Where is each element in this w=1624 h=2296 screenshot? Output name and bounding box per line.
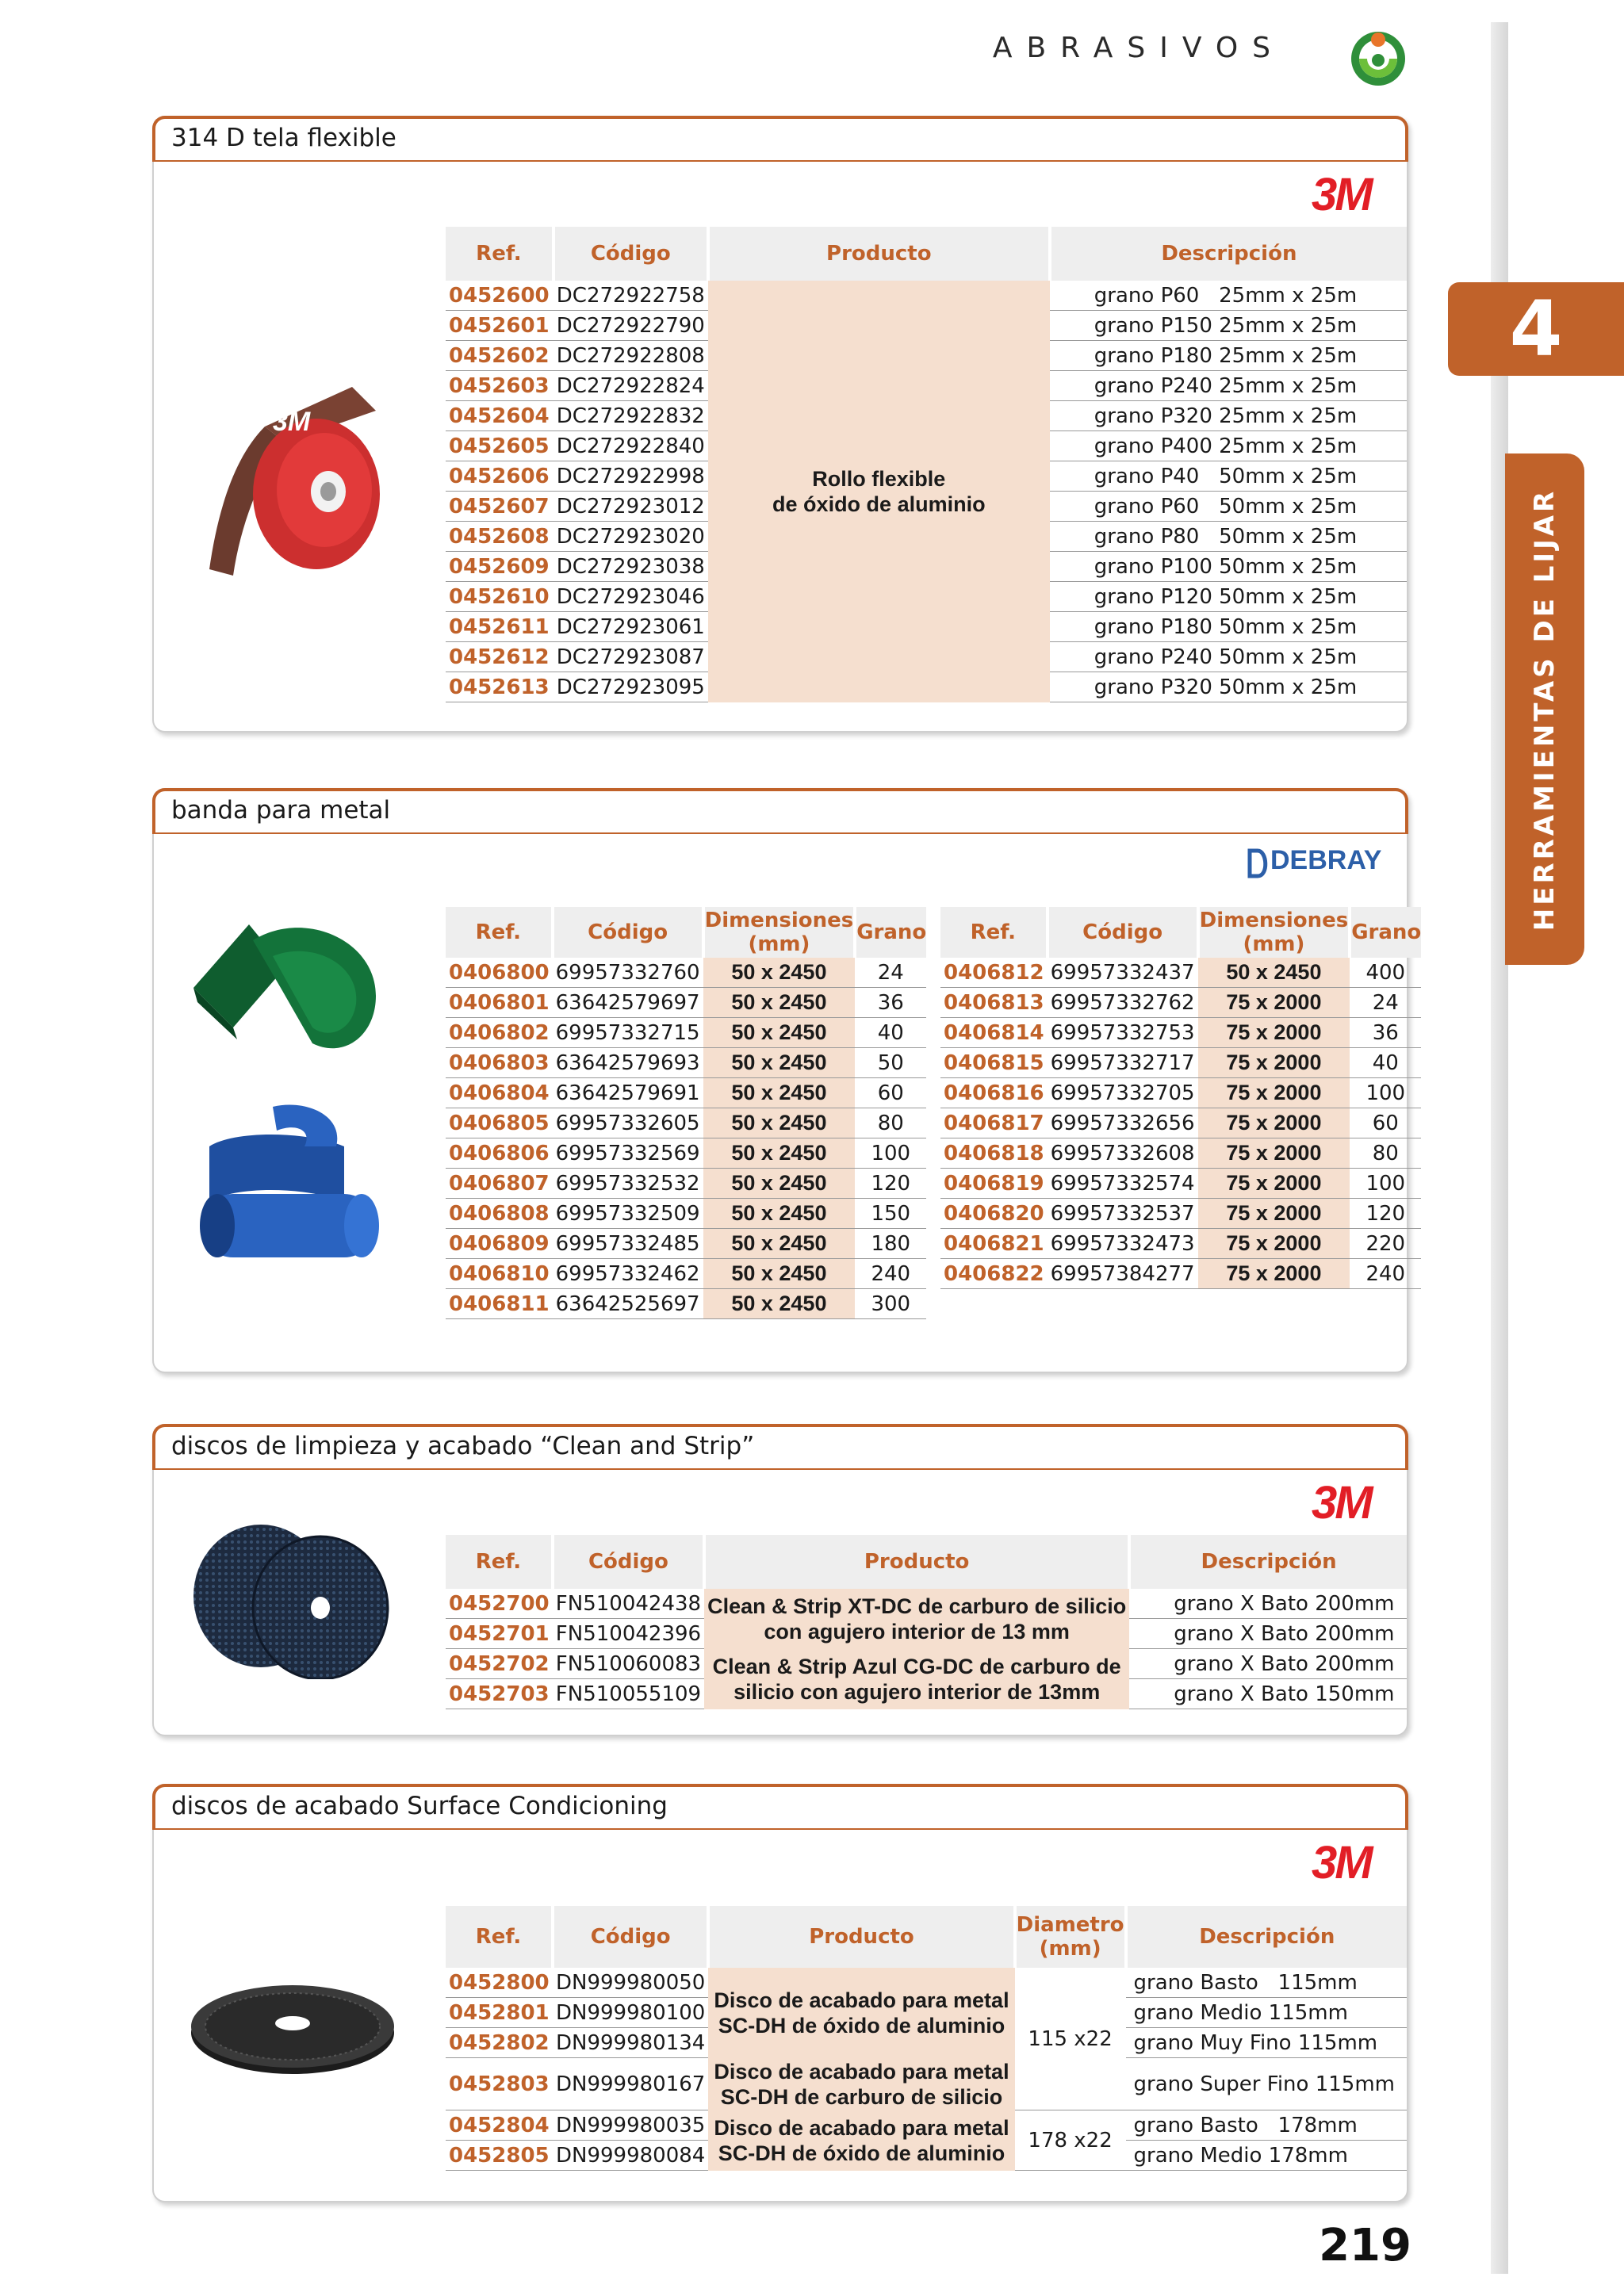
brand-debray-text: DEBRAY [1270,845,1382,875]
table-cell-grain: 100 [855,1138,926,1169]
table-cell-grain: 240 [1350,1259,1421,1289]
table-cell-code: 69957384277 [1048,1259,1198,1289]
table-cell-dimensions: 75 x 2000 [1198,1169,1350,1199]
table-cell-description: grano P240 25mm x 25m [1050,371,1407,401]
table-cell-dimensions: 50 x 2450 [703,1048,856,1078]
section-surface-conditioning [152,1784,1408,2202]
table-cell-ref: 0452609 [446,552,553,582]
table-cell-ref: 0452611 [446,612,553,642]
diameter-cell: 178 x22 [1015,2110,1126,2171]
table-cell-code: DN999980050 [553,1968,708,1998]
table-cell-grain: 24 [855,958,926,988]
table-cell-code: 69957332537 [1048,1199,1198,1229]
table-cell-dimensions: 75 x 2000 [1198,1108,1350,1138]
table-cell-code: DC272923061 [553,612,708,642]
table-cell-ref: 0406818 [940,1138,1048,1169]
section-tela-flexible [152,116,1408,733]
table-cell-code: DC272922824 [553,371,708,401]
col-header-description: Descripción [1129,1535,1407,1589]
table-cell-grain: 40 [1350,1048,1421,1078]
table-cell-description: grano P120 50mm x 25m [1050,582,1407,612]
col-header-code: Código [553,1535,704,1589]
table-cell-code: 69957332608 [1048,1138,1198,1169]
col-header-code: Código [553,907,703,958]
table-cell-dimensions: 50 x 2450 [703,1289,856,1319]
table-cell-grain: 120 [1350,1199,1421,1229]
table-cell-dimensions: 75 x 2000 [1198,1259,1350,1289]
table-cell-code: FN510042438 [553,1589,704,1619]
section-title: discos de limpieza y acabado “Clean and Strip” [171,1432,755,1460]
table-cell-ref: 0406809 [446,1229,553,1259]
section-title-bar [152,116,1408,160]
green-circle-logo-icon [1348,27,1408,87]
table-cell-description: grano Super Fino 115mm [1126,2058,1407,2110]
table-cell-grain: 24 [1350,988,1421,1018]
table-cell-description: grano Basto 115mm [1126,1968,1407,1998]
table-cell-ref: 0406802 [446,1018,553,1048]
table-cell-code: FN510055109 [553,1679,704,1709]
table-cell-ref: 0452805 [446,2141,553,2171]
clean-strip-table [446,1535,1407,1709]
table-row [446,988,926,1018]
section-title-bar [152,1784,1408,1828]
col-header-code: Código [553,1906,708,1968]
table-cell-code: FN510042396 [553,1619,704,1649]
table-row [446,1048,926,1078]
table-cell-code: 69957332485 [553,1229,703,1259]
table-cell-grain: 36 [855,988,926,1018]
page-number: 219 [1319,2220,1411,2271]
table-cell-code: 69957332509 [553,1199,703,1229]
table-cell-grain: 150 [855,1199,926,1229]
table-cell-ref: 0406821 [940,1229,1048,1259]
brand-debray-logo [1247,845,1381,879]
table-cell-description: grano P150 25mm x 25m [1050,311,1407,341]
table-cell-grain: 300 [855,1289,926,1319]
table-cell-dimensions: 75 x 2000 [1198,988,1350,1018]
table-cell-dimensions: 75 x 2000 [1198,1078,1350,1108]
col-header-dimensions: Dimensiones (mm) [704,909,854,956]
table-cell-dimensions: 75 x 2000 [1198,1018,1350,1048]
table-cell-ref: 0452600 [446,281,553,311]
table-cell-grain: 180 [855,1229,926,1259]
table-cell-ref: 0452613 [446,672,553,702]
table-cell-code: DC272923046 [553,582,708,612]
table-cell-code: 69957332753 [1048,1018,1198,1048]
col-header-description: Descripción [1126,1906,1407,1968]
abrasive-roll-image [186,355,392,580]
table-cell-code: DC272923020 [553,522,708,552]
table-cell-code: 69957332656 [1048,1108,1198,1138]
table-row [446,1138,926,1169]
table-cell-code: 63642579697 [553,988,703,1018]
table-cell-ref: 0406807 [446,1169,553,1199]
table-cell-ref: 0406815 [940,1048,1048,1078]
table-row [446,958,926,988]
col-header-product: Producto [708,1906,1014,1968]
brand-3m-logo: 3M [1312,1477,1371,1529]
clean-strip-discs-image [186,1521,400,1682]
blue-sanding-belt-image [186,1099,392,1276]
surface-table [446,1906,1407,2171]
table-cell-ref: 0406820 [940,1199,1048,1229]
table-row [940,958,1421,988]
col-header-ref: Ref. [446,1906,553,1968]
col-header-product: Producto [704,1535,1129,1589]
table-row [446,281,1407,311]
table-cell-ref: 0406812 [940,958,1048,988]
table-row [446,1018,926,1048]
table-cell-grain: 50 [855,1048,926,1078]
table-cell-code: 63642579693 [553,1048,703,1078]
col-header-grain: Grano [855,907,926,958]
table-cell-code: 69957332437 [1048,958,1198,988]
table-cell-code: 69957332532 [553,1169,703,1199]
table-cell-code: 69957332473 [1048,1229,1198,1259]
table-cell-ref: 0406816 [940,1078,1048,1108]
table-cell-ref: 0406808 [446,1199,553,1229]
section-banda-metal [152,788,1422,1373]
table-cell-ref: 0406810 [446,1259,553,1289]
table-cell-ref: 0406811 [446,1289,553,1319]
col-header-ref: Ref. [446,1535,553,1589]
col-header-code: Código [1048,907,1198,958]
table-cell-ref: 0452612 [446,642,553,672]
col-header-ref: Ref. [940,907,1048,958]
table-row [940,1108,1421,1138]
svg-text:3M: 3M [273,407,311,437]
table-cell-description: grano X Bato 150mm [1129,1679,1407,1709]
banda-table-right [940,907,1421,1289]
table-cell-dimensions: 50 x 2450 [703,1108,856,1138]
table-cell-description: grano Medio 115mm [1126,1998,1407,2028]
table-cell-description: grano P40 50mm x 25m [1050,461,1407,492]
table-cell-grain: 400 [1350,958,1421,988]
table-cell-code: DC272922998 [553,461,708,492]
table-cell-code: DC272922790 [553,311,708,341]
table-cell-description: grano P180 25mm x 25m [1050,341,1407,371]
table-cell-ref: 0406800 [446,958,553,988]
table-row [940,1229,1421,1259]
table-cell-code: 63642579691 [553,1078,703,1108]
table-cell-code: DC272922832 [553,401,708,431]
table-cell-ref: 0406806 [446,1138,553,1169]
table-cell-ref: 0452701 [446,1619,553,1649]
table-cell-ref: 0452610 [446,582,553,612]
table-cell-ref: 0452608 [446,522,553,552]
table-cell-description: grano P60 50mm x 25m [1050,492,1407,522]
table-cell-code: DN999980167 [553,2058,708,2110]
table-cell-code: DN999980100 [553,1998,708,2028]
table-cell-dimensions: 50 x 2450 [703,1169,856,1199]
table-cell-dimensions: 50 x 2450 [703,1229,856,1259]
table-cell-code: DC272923087 [553,642,708,672]
table-cell-dimensions: 50 x 2450 [703,1078,856,1108]
table-row [446,1259,926,1289]
table-cell-ref: 0452801 [446,1998,553,2028]
table-cell-dimensions: 50 x 2450 [703,988,856,1018]
table-cell-grain: 80 [1350,1138,1421,1169]
table-row [446,1289,926,1319]
table-cell-description: grano P320 50mm x 25m [1050,672,1407,702]
table-cell-ref: 0452604 [446,401,553,431]
col-header-diameter: Diametro (mm) [1015,1906,1126,1968]
table-cell-description: grano P80 50mm x 25m [1050,522,1407,552]
table-row [446,1108,926,1138]
col-header-description: Descripción [1050,227,1407,281]
table-cell-description: grano P60 25mm x 25m [1050,281,1407,311]
section-clean-strip [152,1424,1408,1736]
table-cell-ref: 0452804 [446,2110,553,2141]
table-cell-code: 63642525697 [553,1289,703,1319]
table-cell-code: DC272922758 [553,281,708,311]
table-cell-code: 69957332574 [1048,1169,1198,1199]
table-cell-ref: 0452803 [446,2058,553,2110]
table-cell-description: grano X Bato 200mm [1129,1649,1407,1679]
product-cell: Clean & Strip XT-DC de carburo de silicio con agujero interior de 13 mm [704,1589,1129,1649]
table-cell-dimensions: 50 x 2450 [703,1018,856,1048]
brand-3m-logo: 3M [1312,1837,1371,1888]
table-cell-description: grano Muy Fino 115mm [1126,2028,1407,2058]
section-title: banda para metal [171,796,391,825]
table-cell-ref: 0406822 [940,1259,1048,1289]
brand-3m-logo: 3M [1312,169,1371,220]
section-title: discos de acabado Surface Condicioning [171,1792,668,1820]
table-cell-dimensions: 75 x 2000 [1198,1199,1350,1229]
table-row [940,1259,1421,1289]
diameter-cell: 115 x22 [1015,1968,1126,2110]
table-cell-grain: 120 [855,1169,926,1199]
table-cell-code: DC272923012 [553,492,708,522]
table-cell-description: grano P240 50mm x 25m [1050,642,1407,672]
table-cell-code: DC272923038 [553,552,708,582]
table-cell-ref: 0406803 [446,1048,553,1078]
table-row [446,1229,926,1259]
table-cell-code: 69957332715 [553,1018,703,1048]
table-cell-ref: 0452607 [446,492,553,522]
table-row [940,1169,1421,1199]
table-cell-grain: 40 [855,1018,926,1048]
table-cell-grain: 60 [1350,1108,1421,1138]
table-cell-code: DN999980134 [553,2028,708,2058]
product-cell: Disco de acabado para metal SC-DH de carburo de silicio [708,2058,1014,2110]
table-cell-code: 69957332705 [1048,1078,1198,1108]
table-cell-description: grano X Bato 200mm [1129,1589,1407,1619]
table-cell-ref: 0452605 [446,431,553,461]
table-cell-ref: 0452702 [446,1649,553,1679]
table-cell-ref: 0406805 [446,1108,553,1138]
table-cell-description: grano P400 25mm x 25m [1050,431,1407,461]
table-cell-code: FN510060083 [553,1649,704,1679]
table-row [940,1048,1421,1078]
green-sanding-belt-image [186,893,392,1070]
table-cell-code: DC272923095 [553,672,708,702]
section-title: 314 D tela flexible [171,124,396,152]
table-cell-description: grano X Bato 200mm [1129,1619,1407,1649]
chapter-number-tab: 4 [1448,282,1624,376]
chapter-side-label: HERRAMIENTAS DE LIJAR [1529,488,1561,931]
table-cell-code: DN999980084 [553,2141,708,2171]
table-cell-description: grano Basto 178mm [1126,2110,1407,2141]
col-header-ref: Ref. [446,227,553,281]
table-cell-ref: 0452601 [446,311,553,341]
table-cell-dimensions: 50 x 2450 [1198,958,1350,988]
table-cell-grain: 100 [1350,1078,1421,1108]
tela-product-table [446,227,1407,702]
col-header-product: Producto [708,227,1050,281]
table-row [940,1018,1421,1048]
table-cell-code: 69957332569 [553,1138,703,1169]
section-title-bar [152,1424,1408,1468]
table-cell-grain: 60 [855,1078,926,1108]
table-cell-code: DC272922808 [553,341,708,371]
table-cell-grain: 100 [1350,1169,1421,1199]
table-cell-ref: 0452700 [446,1589,553,1619]
col-header-ref: Ref. [446,907,553,958]
table-cell-ref: 0406813 [940,988,1048,1018]
banda-table-left [446,907,926,1319]
table-row [446,1199,926,1229]
table-row [446,1169,926,1199]
col-header-dimensions: Dimensiones (mm) [1199,909,1349,956]
table-row [940,1138,1421,1169]
table-cell-ref: 0406817 [940,1108,1048,1138]
table-cell-code: 69957332717 [1048,1048,1198,1078]
product-cell: Disco de acabado para metal SC-DH de óxido de aluminio [708,1968,1014,2058]
table-cell-dimensions: 75 x 2000 [1198,1048,1350,1078]
table-row [940,1199,1421,1229]
product-cell: Disco de acabado para metal SC-DH de óxido de aluminio [708,2110,1014,2171]
table-cell-code: 69957332762 [1048,988,1198,1018]
table-cell-ref: 0452802 [446,2028,553,2058]
table-cell-dimensions: 75 x 2000 [1198,1229,1350,1259]
table-cell-ref: 0406804 [446,1078,553,1108]
table-cell-description: grano P180 50mm x 25m [1050,612,1407,642]
page-header-title: ABRASIVOS [992,32,1285,64]
table-cell-dimensions: 75 x 2000 [1198,1138,1350,1169]
table-cell-code: 69957332605 [553,1108,703,1138]
table-cell-grain: 240 [855,1259,926,1289]
table-cell-ref: 0452800 [446,1968,553,1998]
table-cell-ref: 0452703 [446,1679,553,1709]
table-cell-ref: 0452603 [446,371,553,401]
table-row [446,1078,926,1108]
surface-conditioning-disc-image [186,1976,400,2082]
table-cell-description: grano Medio 178mm [1126,2141,1407,2171]
section-title-bar [152,788,1408,832]
table-row [940,988,1421,1018]
table-cell-description: grano P320 25mm x 25m [1050,401,1407,431]
table-cell-grain: 36 [1350,1018,1421,1048]
table-cell-dimensions: 50 x 2450 [703,1199,856,1229]
table-cell-grain: 80 [855,1108,926,1138]
table-cell-code: 69957332462 [553,1259,703,1289]
product-cell: Rollo flexible de óxido de aluminio [708,281,1050,702]
table-cell-ref: 0406801 [446,988,553,1018]
table-cell-ref: 0406814 [940,1018,1048,1048]
table-cell-code: DN999980035 [553,2110,708,2141]
table-cell-dimensions: 50 x 2450 [703,958,856,988]
col-header-code: Código [553,227,708,281]
table-cell-dimensions: 50 x 2450 [703,1138,856,1169]
table-cell-description: grano P100 50mm x 25m [1050,552,1407,582]
product-cell: Clean & Strip Azul CG-DC de carburo de silicio con agujero interior de 13mm [704,1649,1129,1709]
table-cell-ref: 0452606 [446,461,553,492]
table-cell-ref: 0452602 [446,341,553,371]
table-cell-ref: 0406819 [940,1169,1048,1199]
table-row [940,1078,1421,1108]
table-cell-grain: 220 [1350,1229,1421,1259]
table-cell-code: 69957332760 [553,958,703,988]
col-header-grain: Grano [1350,907,1421,958]
table-cell-code: DC272922840 [553,431,708,461]
table-cell-dimensions: 50 x 2450 [703,1259,856,1289]
